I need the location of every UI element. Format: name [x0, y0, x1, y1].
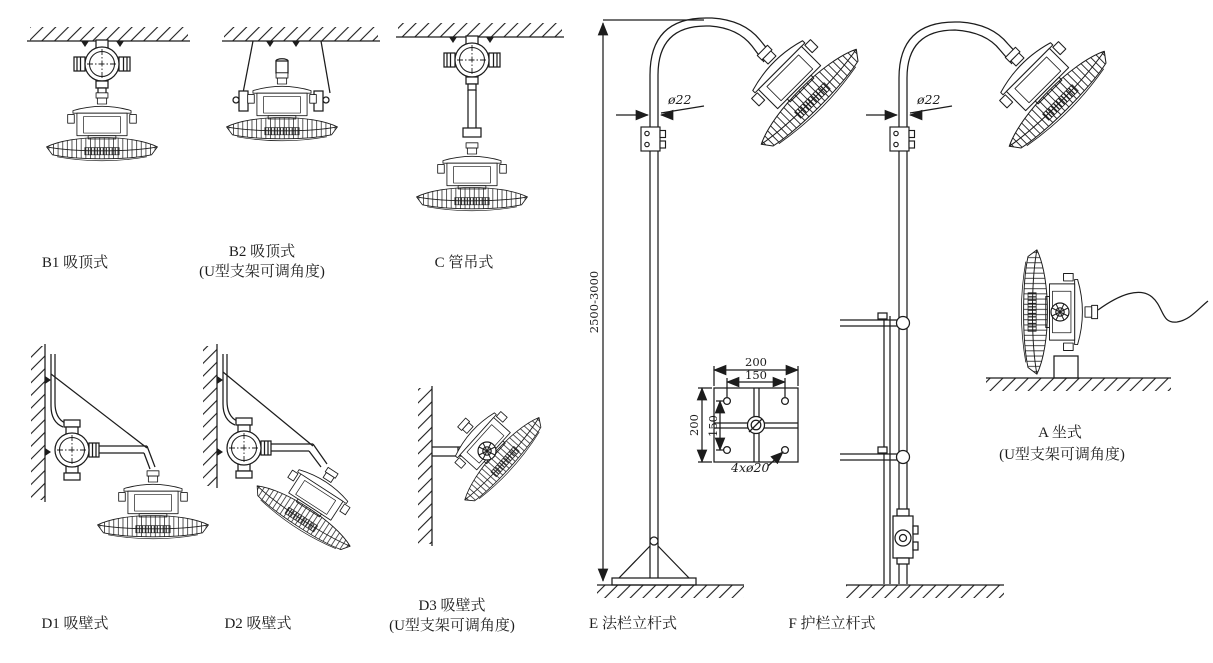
dim-flange-spacing-side: 150 — [706, 415, 720, 437]
dim-flange-width-top: 200 — [745, 355, 767, 369]
dim-pole-height: 2500-3000 — [587, 270, 601, 334]
label-d1: D1 吸壁式 — [41, 616, 109, 632]
dim-pole-diameter-e: ø22 — [668, 92, 692, 107]
drawing-d3-wall-u-bracket — [418, 381, 549, 546]
dim-flange-width-side: 200 — [687, 414, 701, 436]
dim-flange-spacing-top: 150 — [745, 368, 767, 382]
label-b1: B1 吸顶式 — [41, 255, 109, 271]
ground-hatch — [597, 585, 744, 598]
label-f: F 护栏立杆式 — [788, 616, 876, 632]
luminaire — [417, 143, 528, 211]
label-d3-note: (U型支架可调角度) — [389, 618, 515, 634]
drawing-b2-ceiling-u-bracket — [222, 27, 380, 141]
label-e: E 法栏立杆式 — [589, 616, 677, 632]
power-cable — [1098, 292, 1208, 322]
dim-pole-diameter-f: ø22 — [917, 92, 941, 107]
pole-clamp — [641, 127, 666, 151]
junction-box — [55, 420, 99, 480]
junction-box — [227, 418, 271, 478]
drawing-d2-wall-mount-tilted — [203, 344, 380, 558]
adjustment-knob — [1051, 303, 1069, 321]
pedestal — [1054, 356, 1078, 378]
adjustment-knob — [478, 442, 496, 460]
pipe-coupling — [463, 128, 481, 137]
junction-box — [444, 36, 500, 90]
drawing-a-seated-mount — [986, 250, 1208, 391]
label-b2-note: (U型支架可调角度) — [199, 264, 325, 280]
ground-hatch — [986, 378, 1171, 391]
label-a: A 坐式 — [1038, 425, 1082, 441]
ceiling-hatch — [30, 27, 188, 41]
label-d3: D3 吸壁式 — [418, 598, 486, 614]
pole-clamp — [890, 127, 915, 151]
luminaire — [98, 471, 209, 539]
luminaire — [47, 93, 158, 161]
label-d2: D2 吸壁式 — [224, 616, 292, 632]
pole-junction-box — [893, 509, 918, 564]
drawing-e-flange-pole — [587, 3, 868, 598]
junction-box — [74, 40, 130, 94]
dim-flange-holes: 4xø20 — [731, 460, 770, 475]
base-plate — [612, 578, 696, 585]
wall-hatch — [203, 346, 217, 486]
label-a-note: (U型支架可调角度) — [999, 447, 1125, 463]
drawing-b1-ceiling-mount — [27, 27, 190, 161]
wall-hatch — [418, 388, 432, 544]
drawing-d1-wall-mount — [31, 344, 208, 539]
drawing-c-pipe-pendant — [396, 23, 564, 211]
ceiling-hatch — [224, 27, 378, 41]
label-b2: B2 吸顶式 — [228, 244, 296, 260]
ceiling-hatch — [398, 23, 562, 37]
ground-hatch — [846, 585, 1004, 598]
label-c: C 管吊式 — [434, 255, 494, 271]
wall-hatch — [31, 346, 45, 500]
flange-detail — [687, 355, 798, 475]
luminaire — [715, 3, 868, 156]
